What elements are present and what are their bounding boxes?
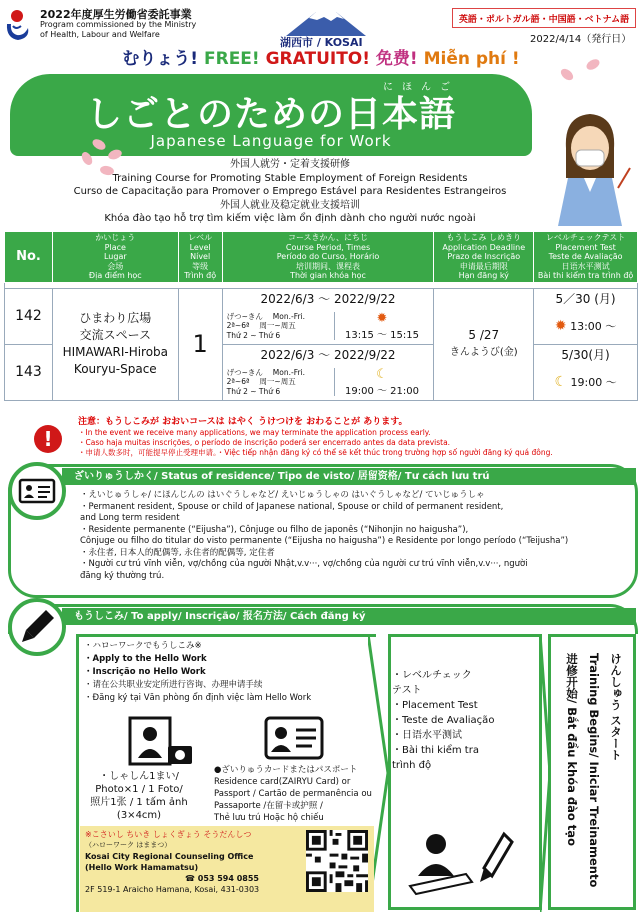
page-subtitle: Japanese Language for Work (150, 132, 392, 150)
card-requirement: ●ざいりゅうカードまたはパスポート Residence card(ZAIRYU Card) or Passport / Cartão de permanência ou Passaporte /在留卡或护照 / Thẻ lưu trú Hoặc hộ chiếu (214, 765, 372, 823)
placement-test-list: ・レベルチェック テスト ・Placement Test ・Teste de Avaliação ・日语水平测试 ・Bài thi kiểm tra trình độ (392, 670, 495, 771)
warning-icon: ! (34, 425, 62, 453)
test-date-cell: 5／30 (月) (534, 288, 638, 308)
page-title: しごとのための日本語 (85, 94, 456, 135)
residence-list: ・えいじゅうしゃ/ にほんじんの はいぐうしゃなど/ えいじゅうしゃの はいぐうしゃなど/ ていじゅうしゃ ・Permanent resident, Spouse or child of Japanese national, Spouse or child of permanent resident, and Long term resident ・Residente permanente (“Eijusha”), Cônjuge ou filho de japonês (“Nihonjin no haigusha”), Cônjuge ou filho do titular do visto permanente (“Eijusha no haigusha”) e Residente por longo período (“Teijusha”) ・永住者, 日本人的配偶等, 永住者的配偶等, 定住者 ・Người cư trú vĩnh viễn, vợ/chồng của người Nhật,v.v···, vợ/chồng của người cư trú vĩnh viễn,v.v···, người đăng ký thường trú. (80, 490, 569, 581)
table-header-row (5, 232, 638, 283)
languages-box: 英語・ポルトガル語・中国語・ベトナム語 (452, 8, 636, 28)
pen-icon (8, 598, 66, 656)
course-line-vi: Khóa đào tạo hỗ trợ tìm kiếm việc làm ổn định dành cho người nước ngoài (104, 213, 476, 224)
course-line-zh: 外国人就业及稳定就业支援培训 (220, 199, 360, 211)
course-line-en: Training Course for Promoting Stable Employment of Foreign Residents (112, 172, 468, 184)
city-label: 湖西市 / KOSAI (280, 36, 363, 49)
training-start-box (548, 634, 636, 910)
schedule-detail: げつ~きん Mon.-Fri. 2ª~6ª 周一~周五 Thứ 2 ~ Thứ 6 ✹ 13:15 ～ 15:15 (222, 308, 434, 344)
moon-icon: ☾ (376, 366, 388, 382)
moon-icon: ☾ (554, 373, 568, 390)
issue-date: 2022/4/14（発行日） (530, 34, 632, 45)
course-line-jp: 外国人就労・定着支援研修 (230, 159, 350, 170)
title-ruby: にほんご (383, 82, 459, 93)
test-date-cell: 5/30(月) (534, 344, 638, 364)
warning-notice: 注意：もうしこみが おおいコースは はやく うけつけを おわることが あります。 ・In the event we receive many applications, we may terminate the application process early. ・Caso haja muitas inscrições, o período de inscrição poderá ser encerrado antes da data prevista. ・申请人数多时，可能提早停止受理申请。・Việc tiếp nhận đăng ký có thể sẽ kết thúc trong trường hợp số người đăng ký quá đông. (78, 417, 553, 457)
free-line: むりょう! FREE! GRATUITO! 免费! Miễn phí ! (122, 49, 520, 69)
deadline-cell: 5 /27 きんようび(金) (434, 288, 534, 400)
qr-code-icon[interactable] (306, 830, 368, 892)
residence-card-icon (8, 462, 66, 520)
sun-icon: ✹ (376, 310, 388, 326)
class-time: 13:15 ～ 15:15 (345, 329, 419, 341)
photo-requirement: ・しゃしん1まい/ Photo×1 / 1 Foto/ 照片1张 / 1 tấm ảnh (3×4cm) (90, 771, 188, 821)
level-cell: 1 (178, 288, 222, 400)
schedule-table (4, 231, 638, 401)
header-no: No. (5, 232, 53, 283)
table-row (5, 288, 638, 308)
apply-title: もうしこみ/ To apply/ Inscrição/ 报名方法/ Cách đăng ký (62, 608, 636, 625)
period-cell: 2022/6/3 ～ 2022/9/22 (222, 288, 434, 308)
training-start-text: けんしゅう スタート Training Begins/ Iniciar Treinamento 进修开始/ Bắt đầu khóa đào tạo (565, 653, 623, 888)
header-deadline: もうしこみ しめきり Application Deadline Prazo de Inscrição 申请最后期限 Hạn đăng ký (434, 232, 534, 283)
sun-icon: ✹ (554, 317, 567, 334)
course-description (40, 158, 540, 226)
ministry-title: 2022年度厚生労働省委託事業 (40, 8, 192, 21)
course-number: 143 (5, 344, 53, 400)
course-line-pt: Curso de Capacitação para Promover o Emprego Estável para Residentes Estrangeiros (73, 186, 507, 197)
test-time-cell: ☾ 19:00 ～ (534, 364, 638, 400)
mount-fuji-icon (286, 8, 366, 36)
test-time-cell: ✹ 13:00 ～ (534, 308, 638, 344)
place-cell: ひまわり広場 交流スペース HIMAWARI-Hiroba Kouryu-Space (52, 288, 178, 400)
class-time: 19:00 ～ 21:00 (345, 385, 419, 397)
header-period: コースきかん、にちじ Course Period, Times Período do Curso, Horário 培训期间、课程表 Thời gian khóa học (222, 232, 434, 283)
office-info: ※こさいし ちいき しょくぎょう そうだんしつ （ハローワーク はままつ） Kosai City Regional Counseling Office (Hello Work Hamamatsu) ☎ 053 594 0855 2F 519-1 Araicho Hamana, Kosai, 431-0303 (80, 826, 374, 912)
apply-steps: ・ハローワークでもうしこみ※ ・Apply to the Hello Work ・Inscrição no Hello Work ・请在公共职业安定所进行咨询、办理申请手续 ・Đăng ký tại Văn phòng ổn định việc làm Hello Work (84, 641, 312, 703)
header-level: レベル Level Nível 等级 Trình độ (178, 232, 222, 283)
course-number: 142 (5, 288, 53, 344)
residence-title: ざいりゅうしかく/ Status of residence/ Tipo de visto/ 居留资格/ Tư cách lưu trú (62, 468, 636, 485)
schedule-detail: げつ~きん Mon.-Fri. 2ª~6ª 周一~周五 Thứ 2 ~ Thứ 6 ☾ 19:00 ～ 21:00 (222, 364, 434, 400)
header-place: かいじょう Place Lugar 会场 Địa điểm học (52, 232, 178, 283)
period-cell: 2022/6/3 ～ 2022/9/22 (222, 344, 434, 364)
ministry-subtitle: Program commissioned by the Ministry of Health, Labour and Welfare (40, 20, 197, 39)
test-illustration-icon (408, 816, 528, 896)
ministry-logo-icon (4, 8, 34, 42)
title-banner (10, 74, 532, 156)
teacher-illustration-icon (548, 108, 632, 226)
id-card-icon (264, 716, 324, 760)
header-test: レベルチェックテスト Placement Test Teste de Avaliação 日语水平测试 Bài thi kiểm tra trình độ (534, 232, 638, 283)
photo-camera-icon (128, 716, 194, 768)
